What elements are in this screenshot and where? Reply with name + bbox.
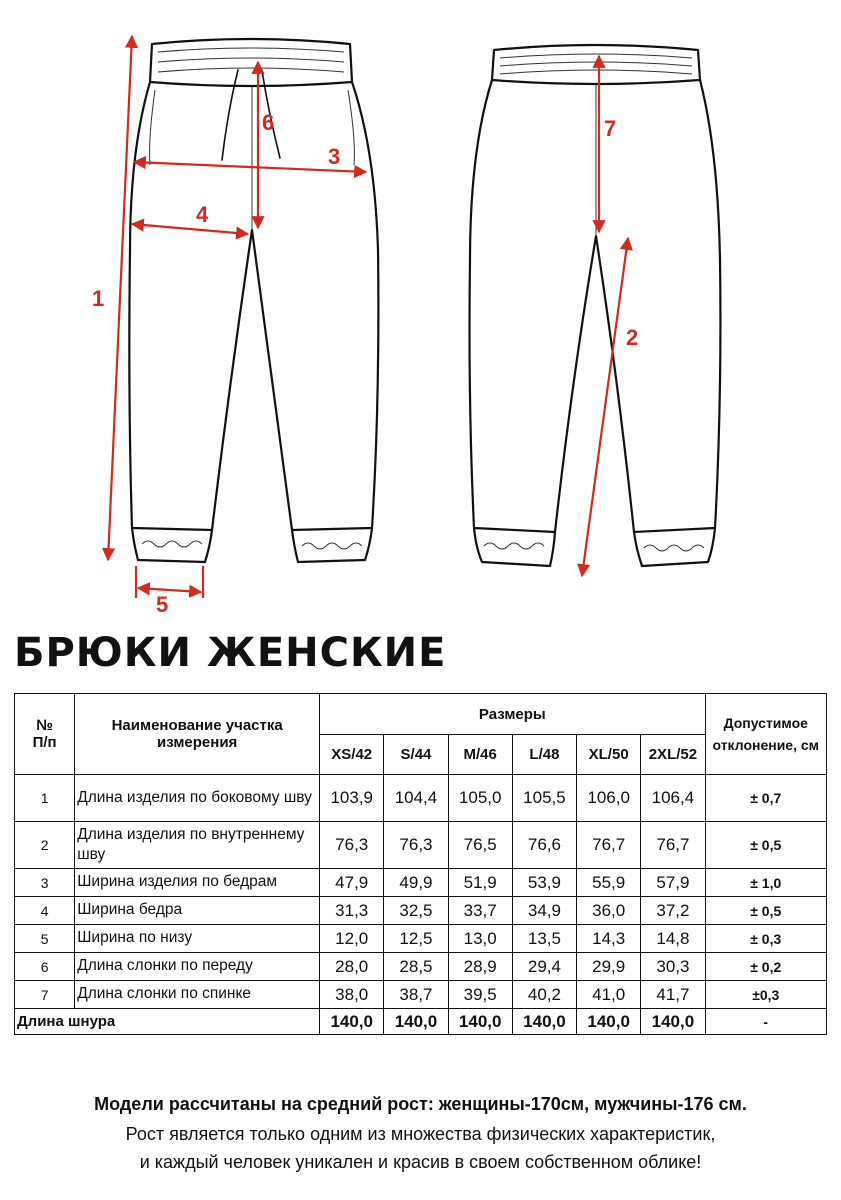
row-value: 57,9: [641, 869, 705, 897]
row-value: 38,0: [320, 981, 384, 1009]
back-view: [470, 45, 721, 576]
row-value: 28,0: [320, 953, 384, 981]
row-name: Ширина по низу: [75, 925, 320, 953]
row-value: 40,2: [512, 981, 576, 1009]
row-value: 14,3: [577, 925, 641, 953]
row-value: 34,9: [512, 897, 576, 925]
row-value: 47,9: [320, 869, 384, 897]
row-value: 55,9: [577, 869, 641, 897]
table-row: [15, 981, 827, 1009]
size-header: M/46: [448, 735, 512, 775]
col-name-header: Наименование участка измерения: [75, 694, 320, 775]
row-number: 4: [15, 897, 75, 925]
row-value: 76,3: [320, 822, 384, 869]
row-tolerance: ± 0,5: [705, 822, 826, 869]
row-value: 51,9: [448, 869, 512, 897]
label-7: 7: [604, 116, 617, 141]
col-tolerance-header: Допустимое отклонение, см: [705, 694, 826, 775]
row-value: 13,0: [448, 925, 512, 953]
cord-value: 140,0: [448, 1009, 512, 1035]
size-header: S/44: [384, 735, 448, 775]
row-value: 12,0: [320, 925, 384, 953]
table-row: [15, 897, 827, 925]
row-tolerance: ± 0,2: [705, 953, 826, 981]
size-header: 2XL/52: [641, 735, 705, 775]
row-value: 29,9: [577, 953, 641, 981]
row-value: 104,4: [384, 775, 448, 822]
row-value: 41,0: [577, 981, 641, 1009]
row-value: 76,6: [512, 822, 576, 869]
row-value: 38,7: [384, 981, 448, 1009]
label-1: 1: [92, 286, 105, 311]
cord-tolerance: -: [705, 1009, 826, 1035]
cord-name: Длина шнура: [15, 1009, 320, 1035]
row-value: 37,2: [641, 897, 705, 925]
row-value: 30,3: [641, 953, 705, 981]
row-value: 105,0: [448, 775, 512, 822]
label-6: 6: [262, 110, 275, 135]
row-name: Ширина изделия по бедрам: [75, 869, 320, 897]
row-tolerance: ± 0,3: [705, 925, 826, 953]
label-5: 5: [156, 592, 169, 617]
row-value: 106,4: [641, 775, 705, 822]
row-value: 76,7: [641, 822, 705, 869]
row-number: 6: [15, 953, 75, 981]
row-value: 28,5: [384, 953, 448, 981]
label-2: 2: [626, 325, 639, 350]
row-number: 2: [15, 822, 75, 869]
row-value: 105,5: [512, 775, 576, 822]
col-sizes-header: Размеры: [320, 694, 705, 735]
row-value: 14,8: [641, 925, 705, 953]
row-number: 1: [15, 775, 75, 822]
row-value: 49,9: [384, 869, 448, 897]
row-value: 33,7: [448, 897, 512, 925]
row-value: 41,7: [641, 981, 705, 1009]
col-num-header: № П/п: [15, 694, 75, 775]
footer-note-line3: и каждый человек уникален и красив в своем собственном облике!: [139, 1152, 702, 1172]
row-tolerance: ± 1,0: [705, 869, 826, 897]
row-number: 7: [15, 981, 75, 1009]
label-4: 4: [196, 202, 209, 227]
table-row: [15, 869, 827, 897]
footer-note-bold: Модели рассчитаны на средний рост: женщины-170см, мужчины-176 см.: [94, 1094, 747, 1114]
cord-value: 140,0: [384, 1009, 448, 1035]
row-value: 29,4: [512, 953, 576, 981]
row-value: 103,9: [320, 775, 384, 822]
row-value: 31,3: [320, 897, 384, 925]
row-number: 5: [15, 925, 75, 953]
cord-value: 140,0: [320, 1009, 384, 1035]
size-header: XS/42: [320, 735, 384, 775]
page-title: БРЮКИ ЖЕНСКИЕ: [14, 630, 447, 676]
row-name: Длина слонки по спинке: [75, 981, 320, 1009]
cord-value: 140,0: [641, 1009, 705, 1035]
row-value: 76,5: [448, 822, 512, 869]
footer-note-line2: Рост является только одним из множества физических характеристик,: [125, 1124, 716, 1144]
label-3: 3: [328, 144, 341, 169]
row-value: 53,9: [512, 869, 576, 897]
table-row: [15, 953, 827, 981]
row-value: 12,5: [384, 925, 448, 953]
row-value: 32,5: [384, 897, 448, 925]
size-table: [14, 693, 827, 1035]
cord-row: [15, 1009, 827, 1035]
row-value: 76,3: [384, 822, 448, 869]
row-tolerance: ± 0,5: [705, 897, 826, 925]
front-view: [108, 36, 378, 598]
row-tolerance: ± 0,7: [705, 775, 826, 822]
size-header: XL/50: [577, 735, 641, 775]
cord-value: 140,0: [512, 1009, 576, 1035]
row-name: Ширина бедра: [75, 897, 320, 925]
table-row: [15, 925, 827, 953]
table-row: [15, 775, 827, 822]
row-value: 13,5: [512, 925, 576, 953]
size-header: L/48: [512, 735, 576, 775]
row-number: 3: [15, 869, 75, 897]
table-row: [15, 822, 827, 869]
row-tolerance: ±0,3: [705, 981, 826, 1009]
row-value: 39,5: [448, 981, 512, 1009]
cord-value: 140,0: [577, 1009, 641, 1035]
row-value: 28,9: [448, 953, 512, 981]
row-name: Длина изделия по боковому шву: [75, 775, 320, 822]
row-value: 76,7: [577, 822, 641, 869]
row-value: 106,0: [577, 775, 641, 822]
row-value: 36,0: [577, 897, 641, 925]
row-name: Длина изделия по внутреннему шву: [75, 822, 320, 869]
row-name: Длина слонки по переду: [75, 953, 320, 981]
